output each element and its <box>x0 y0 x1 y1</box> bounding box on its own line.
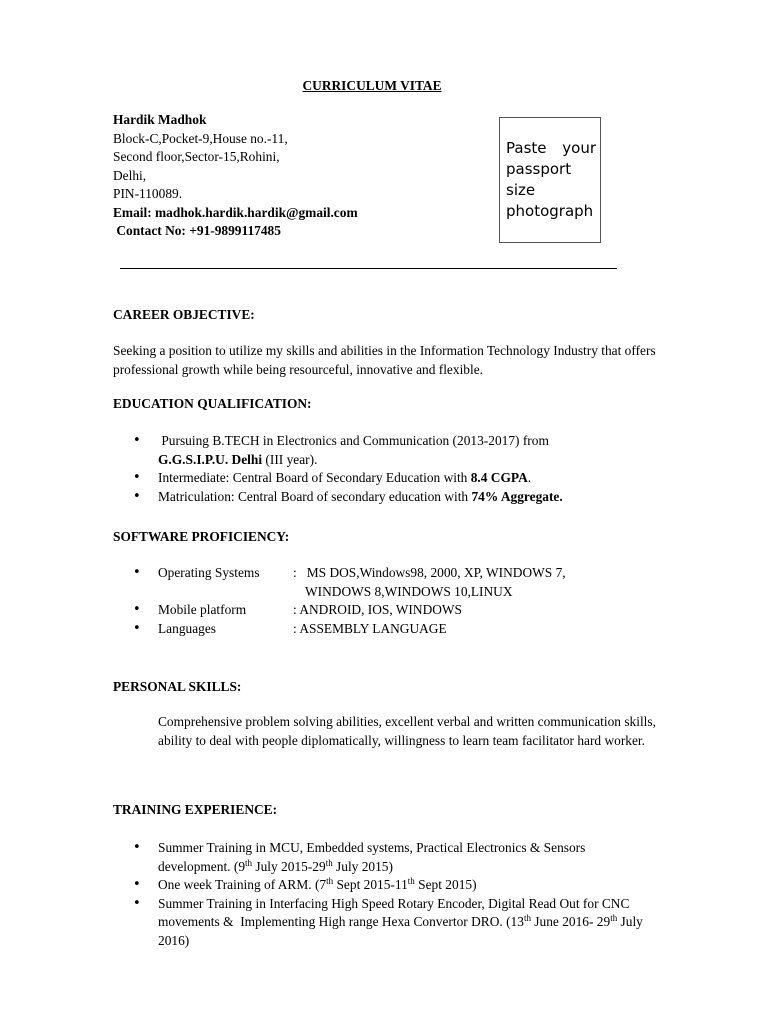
personal-skills-heading: PERSONAL SKILLS: <box>113 679 242 694</box>
email-line: Email: madhok.hardik.hardik@gmail.com <box>113 204 358 220</box>
cv-title: CURRICULUM VITAE <box>302 78 442 93</box>
address-line-4: PIN-110089. <box>113 186 183 201</box>
software-heading: SOFTWARE PROFICIENCY: <box>113 529 290 544</box>
training-item-mcu: • Summer Training in MCU, Embedded systems, Practical Electronics & Sensors development. (9th July 2015-29th July 2015) <box>113 839 643 876</box>
training-item-encoder: • Summer Training in Interfacing High Speed Rotary Encoder, Digital Read Out for CNC movements & Implementing High range Hexa Convertor DRO. (13th June 2016- 29th July 2016) <box>113 895 643 951</box>
address-line-3: Delhi, <box>113 167 147 183</box>
header-divider <box>120 268 617 269</box>
education-list <box>113 432 673 506</box>
address-line-1: Block-C,Pocket-9,House no.-11, <box>113 130 288 146</box>
photo-text-line-2: passport <box>506 160 572 178</box>
address-line-2: Second floor,Sector-15,Rohini, <box>113 149 280 164</box>
photo-text-line-4: photograph <box>506 202 594 220</box>
photo-text-line-3: size <box>506 181 536 199</box>
training-list <box>113 839 643 950</box>
career-objective-text: Seeking a position to utilize my skills and abilities in the Information Technology Industry that offers professional growth while being resourceful, innovative and flexible. <box>113 343 656 377</box>
software-list <box>113 564 673 638</box>
education-heading: EDUCATION QUALIFICATION: <box>113 396 312 411</box>
candidate-name: Hardik Madhok <box>113 112 207 127</box>
phone-line: Contact No: +91-9899117485 <box>113 223 281 238</box>
training-heading: TRAINING EXPERIENCE: <box>113 802 278 817</box>
education-item-intermediate: • Intermediate: Central Board of Secondary Education with 8.4 CGPA. <box>113 469 673 488</box>
career-objective-heading: CAREER OBJECTIVE: <box>113 307 255 322</box>
photo-placeholder-box <box>499 117 601 243</box>
photo-text-line-1: Paste your <box>506 139 596 157</box>
personal-skills-text: Comprehensive problem solving abilities, excellent verbal and written communication skills, ability to deal with people diplomatically, willingness to learn team facilitator hard worker. <box>158 714 656 748</box>
software-item-mobile: • Mobile platform : ANDROID, IOS, WINDOWS <box>113 601 673 620</box>
training-item-arm: • One week Training of ARM. (7th Sept 2015-11th Sept 2015) <box>113 876 643 895</box>
contact-block <box>113 111 358 241</box>
software-item-os: • Operating Systems : MS DOS,Windows98, 2000, XP, WINDOWS 7, WINDOWS 8,WINDOWS 10,LINUX <box>113 564 673 601</box>
education-item-matriculation: • Matriculation: Central Board of secondary education with 74% Aggregate. <box>113 488 673 507</box>
software-item-languages: • Languages : ASSEMBLY LANGUAGE <box>113 620 673 639</box>
education-item-btech: • Pursuing B.TECH in Electronics and Communication (2013-2017) from G.G.S.I.P.U. Delhi (III year). <box>113 432 673 469</box>
